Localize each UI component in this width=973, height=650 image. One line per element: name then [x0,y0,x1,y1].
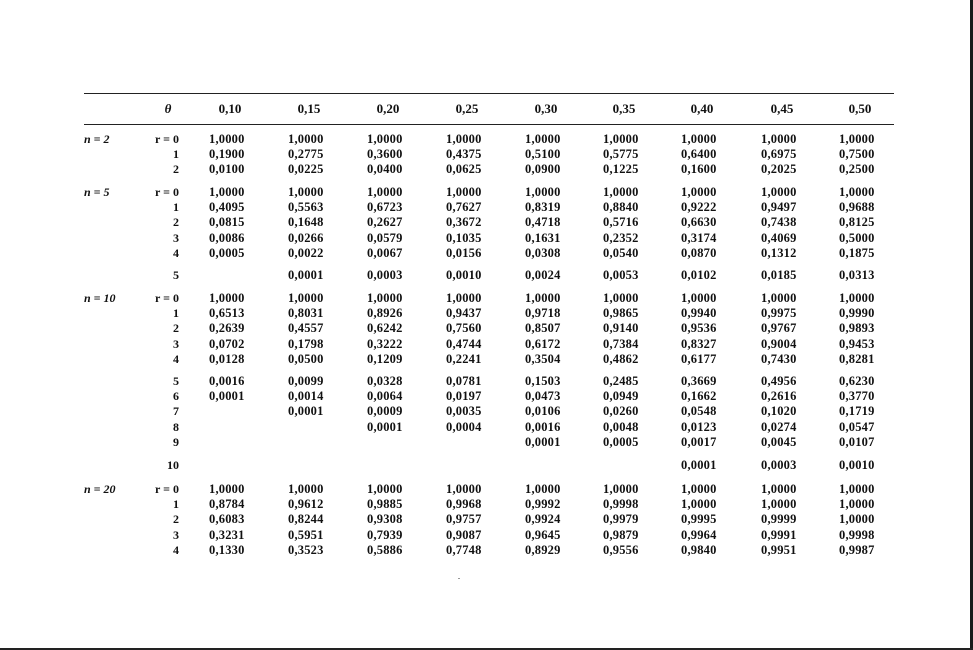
table-cell: 0,0005 [209,245,245,260]
table-cell: 0,4862 [603,351,639,366]
table-cell: 0,0260 [603,404,639,419]
table-cell: 1,0000 [209,482,245,496]
table-cell: 0,0100 [209,162,245,177]
table-cell: 0,0128 [209,351,245,366]
table-cell: 0,6723 [367,200,403,215]
table-cell: 0,2241 [446,351,482,366]
table-cell: 0,1312 [761,245,797,260]
table-cell: 1,0000 [761,497,797,512]
r-label: 3 [173,230,179,245]
table-cell: 1,0000 [761,185,797,199]
table-cell: 0,9992 [525,497,561,512]
table-cell: 0,3600 [367,147,403,162]
table-cell: 0,2352 [603,230,639,245]
table-cell: 1,0000 [839,497,875,512]
table-cell: 0,9718 [525,306,561,321]
r-label: r = 0 [155,482,179,496]
table-cell: 0,7384 [603,336,639,351]
column-header: 0,35 [612,101,636,116]
table-cell: 0,0308 [525,245,561,260]
table-cell: 0,9893 [839,321,875,336]
table-cell: 0,9612 [288,497,324,512]
table-cell: 0,9995 [681,512,717,527]
table-cell: 0,1330 [209,542,245,557]
table-cell: 0,0313 [839,268,875,282]
table-cell: 0,9964 [681,527,717,542]
table-cell: 0,0781 [446,374,482,388]
table-cell: 0,6083 [209,512,245,527]
table-cell: 0,1225 [603,162,639,177]
r-label: 4 [173,542,179,557]
table-cell: 0,8327 [681,336,717,351]
r-label: 8 [173,419,179,434]
table-cell: 0,0016 [525,419,561,434]
table-cell: 0,1798 [288,336,324,351]
table-cell: 0,6975 [761,147,797,162]
table-cell: 0,1035 [446,230,482,245]
table-cell: 0,6400 [681,147,717,162]
table-cell: 0,1209 [367,351,403,366]
table-cell: 0,0045 [761,434,797,449]
table-cell: 0,6177 [681,351,717,366]
table-cell: 0,0014 [288,389,324,404]
table-cell: 0,2616 [761,389,797,404]
table-cell: 0,0086 [209,230,245,245]
table-cell: 0,7438 [761,215,797,230]
table-cell: 0,5886 [367,542,403,557]
table-cell: 0,0035 [446,404,482,419]
table-cell: 0,7627 [446,200,482,215]
table-cell: 0,9991 [761,527,797,542]
table-cell: 1,0000 [446,185,482,199]
table-cell: 0,3222 [367,336,403,351]
table-cell: 0,9140 [603,321,639,336]
table-cell: 0,0016 [209,374,245,388]
r-label: 4 [173,351,179,366]
table-cell: 0,9645 [525,527,561,542]
table-cell: 0,0473 [525,389,561,404]
table-cell: 0,0003 [761,458,797,472]
table-cell: 0,9437 [446,306,482,321]
table-cell: 0,9951 [761,542,797,557]
r-label: 2 [173,321,179,336]
table-cell: 0,4375 [446,147,482,162]
table-cell: 0,9556 [603,542,639,557]
table-cell: 0,9840 [681,542,717,557]
table-cell: 0,0900 [525,162,561,177]
table-cell: 1,0000 [367,291,403,305]
r-label: 1 [173,200,179,215]
table-cell: 1,0000 [209,132,245,146]
r-label: r = 0 [155,291,179,305]
table-cell: 0,7560 [446,321,482,336]
table-cell: 0,0053 [603,268,639,282]
table-cell: 0,5775 [603,147,639,162]
table-cell: 1,0000 [761,291,797,305]
table-cell: 0,1719 [839,404,875,419]
table-cell: 0,9999 [761,512,797,527]
table-cell: 0,8507 [525,321,561,336]
table-cell: 0,0004 [446,419,482,434]
table-cell: 1,0000 [446,132,482,146]
table-cell: 0,9087 [446,527,482,542]
table-cell: 0,0001 [525,434,561,449]
table-cell: 0,9990 [839,306,875,321]
table-cell: 0,3770 [839,389,875,404]
table-cell: 0,8929 [525,542,561,557]
table-cell: 0,0548 [681,404,717,419]
table-cell: 0,6242 [367,321,403,336]
table-cell: 0,8840 [603,200,639,215]
table-cell: 0,5716 [603,215,639,230]
table-cell: 0,0001 [367,419,403,434]
table-cell: 0,0540 [603,245,639,260]
table-cell: 0,1648 [288,215,324,230]
table-cell: 0,0067 [367,245,403,260]
r-label: 3 [173,527,179,542]
table-cell: 0,1020 [761,404,797,419]
table-cell: 0,7500 [839,147,875,162]
table-cell: 0,6630 [681,215,717,230]
table-cell: 0,0010 [446,268,482,282]
r-label: 2 [173,215,179,230]
table-cell: 0,1900 [209,147,245,162]
table-cell: 0,3231 [209,527,245,542]
r-label: 7 [173,404,179,419]
table-cell: 0,9968 [446,497,482,512]
table-cell: 0,6230 [839,374,875,388]
table-cell: 1,0000 [681,482,717,496]
table-cell: 1,0000 [446,482,482,496]
table-cell: 0,2775 [288,147,324,162]
table-cell: 0,3672 [446,215,482,230]
table-cell: 1,0000 [525,185,561,199]
table-cell: 0,8031 [288,306,324,321]
table-cell: 0,4069 [761,230,797,245]
table-cell: 0,9940 [681,306,717,321]
table-cell: 0,0017 [681,434,717,449]
table-cell: 0,0001 [209,389,245,404]
table-cell: 1,0000 [681,185,717,199]
table-cell: 0,8784 [209,497,245,512]
scan-speck [458,578,460,579]
table-cell: 0,4956 [761,374,797,388]
table-cell: 0,0001 [681,458,717,472]
table-cell: 0,2627 [367,215,403,230]
table-cell: 1,0000 [288,132,324,146]
table-cell: 0,0024 [525,268,561,282]
table-cell: 0,3669 [681,374,717,388]
table-cell: 1,0000 [288,185,324,199]
table-cell: 0,9979 [603,512,639,527]
r-label: 2 [173,512,179,527]
table-cell: 0,0123 [681,419,717,434]
table-cell: 0,0274 [761,419,797,434]
r-label: r = 0 [155,132,179,146]
r-label: 2 [173,162,179,177]
table-cell: 1,0000 [367,482,403,496]
table-cell: 0,9453 [839,336,875,351]
table-cell: 0,7939 [367,527,403,542]
table-cell: 0,0022 [288,245,324,260]
n-label: n = 20 [84,482,116,496]
table-cell: 0,4744 [446,336,482,351]
table-cell: 0,0500 [288,351,324,366]
table-cell: 0,0197 [446,389,482,404]
table-cell: 1,0000 [525,132,561,146]
n-label: n = 5 [84,185,110,199]
table-cell: 1,0000 [367,132,403,146]
column-header: 0,40 [690,101,714,116]
table-cell: 0,0001 [288,404,324,419]
table-cell: 0,2639 [209,321,245,336]
table-cell: 0,0010 [839,458,875,472]
table-cell: 0,9924 [525,512,561,527]
table-cell: 1,0000 [209,291,245,305]
table-cell: 0,9987 [839,542,875,557]
table-cell: 0,0003 [367,268,403,282]
header-rule [84,124,894,125]
table-cell: 0,2025 [761,162,797,177]
table-cell: 0,0547 [839,419,875,434]
column-header: 0,50 [848,101,872,116]
column-header: 0,45 [770,101,794,116]
table-cell: 0,0001 [288,268,324,282]
table-cell: 0,4557 [288,321,324,336]
table-cell: 0,9757 [446,512,482,527]
table-cell: 0,9975 [761,306,797,321]
table-cell: 1,0000 [681,291,717,305]
table-cell: 0,9885 [367,497,403,512]
column-header: 0,30 [534,101,558,116]
table-cell: 0,1631 [525,230,561,245]
table-cell: 0,9536 [681,321,717,336]
table-cell: 0,0102 [681,268,717,282]
table-cell: 1,0000 [839,132,875,146]
table-cell: 0,0107 [839,434,875,449]
table-cell: 1,0000 [603,482,639,496]
table-cell: 0,3504 [525,351,561,366]
table-cell: 1,0000 [288,482,324,496]
column-header: 0,15 [297,101,321,116]
table-cell: 0,9879 [603,527,639,542]
table-cell: 0,3174 [681,230,717,245]
table-cell: 0,9865 [603,306,639,321]
table-cell: 0,9222 [681,200,717,215]
r-label: 6 [173,389,179,404]
table-cell: 0,8926 [367,306,403,321]
r-label: 1 [173,147,179,162]
table-cell: 0,8281 [839,351,875,366]
n-label: n = 10 [84,291,116,305]
table-cell: 1,0000 [209,185,245,199]
r-label: 9 [173,434,179,449]
column-header: 0,20 [376,101,400,116]
table-cell: 0,0870 [681,245,717,260]
table-cell: 1,0000 [681,497,717,512]
table-cell: 1,0000 [681,132,717,146]
table-cell: 0,4718 [525,215,561,230]
table-cell: 1,0000 [288,291,324,305]
table-cell: 0,3523 [288,542,324,557]
top-rule [84,93,894,94]
table-cell: 0,0400 [367,162,403,177]
table-cell: 0,0185 [761,268,797,282]
table-cell: 0,1875 [839,245,875,260]
column-header: 0,10 [218,101,242,116]
table-cell: 0,6513 [209,306,245,321]
table-cell: 0,9308 [367,512,403,527]
table-cell: 1,0000 [525,482,561,496]
table-cell: 0,1662 [681,389,717,404]
r-label: r = 0 [155,185,179,199]
table-cell: 0,9497 [761,200,797,215]
table-cell: 0,0156 [446,245,482,260]
table-cell: 0,0702 [209,336,245,351]
table-cell: 0,1600 [681,162,717,177]
theta-header: θ [164,101,172,116]
table-cell: 0,9004 [761,336,797,351]
table-cell: 1,0000 [761,482,797,496]
table-cell: 0,0099 [288,374,324,388]
table-cell: 0,0949 [603,389,639,404]
table-cell: 0,9688 [839,200,875,215]
table-cell: 0,4095 [209,200,245,215]
table-cell: 0,8319 [525,200,561,215]
table-cell: 1,0000 [603,132,639,146]
table-cell: 0,7430 [761,351,797,366]
r-label: 1 [173,497,179,512]
table-cell: 0,7748 [446,542,482,557]
r-label: 5 [173,268,179,282]
table-cell: 0,9767 [761,321,797,336]
r-label: 10 [167,458,179,472]
table-cell: 0,1503 [525,374,561,388]
table-cell: 1,0000 [446,291,482,305]
table-cell: 0,0625 [446,162,482,177]
table-cell: 0,0005 [603,434,639,449]
column-header: 0,25 [455,101,479,116]
table-cell: 1,0000 [603,185,639,199]
table-cell: 0,6172 [525,336,561,351]
table-cell: 0,8125 [839,215,875,230]
table-cell: 1,0000 [761,132,797,146]
table-cell: 0,8244 [288,512,324,527]
table-cell: 0,0106 [525,404,561,419]
table-cell: 1,0000 [839,291,875,305]
table-cell: 0,0225 [288,162,324,177]
table-cell: 1,0000 [525,291,561,305]
r-label: 1 [173,306,179,321]
table-cell: 1,0000 [839,185,875,199]
table-cell: 0,0048 [603,419,639,434]
table-cell: 1,0000 [839,482,875,496]
table-cell: 0,9998 [839,527,875,542]
table-cell: 0,0266 [288,230,324,245]
r-label: 5 [173,374,179,388]
table-cell: 0,0579 [367,230,403,245]
table-cell: 0,5000 [839,230,875,245]
table-cell: 0,2485 [603,374,639,388]
table-cell: 0,5951 [288,527,324,542]
n-label: n = 2 [84,132,110,146]
table-cell: 1,0000 [603,291,639,305]
table-cell: 0,5100 [525,147,561,162]
table-cell: 0,0815 [209,215,245,230]
table-cell: 0,0328 [367,374,403,388]
table-cell: 0,0064 [367,389,403,404]
table-cell: 0,5563 [288,200,324,215]
r-label: 3 [173,336,179,351]
table-cell: 0,2500 [839,162,875,177]
table-cell: 1,0000 [839,512,875,527]
table-cell: 1,0000 [367,185,403,199]
r-label: 4 [173,245,179,260]
table-cell: 0,9998 [603,497,639,512]
table-cell: 0,0009 [367,404,403,419]
